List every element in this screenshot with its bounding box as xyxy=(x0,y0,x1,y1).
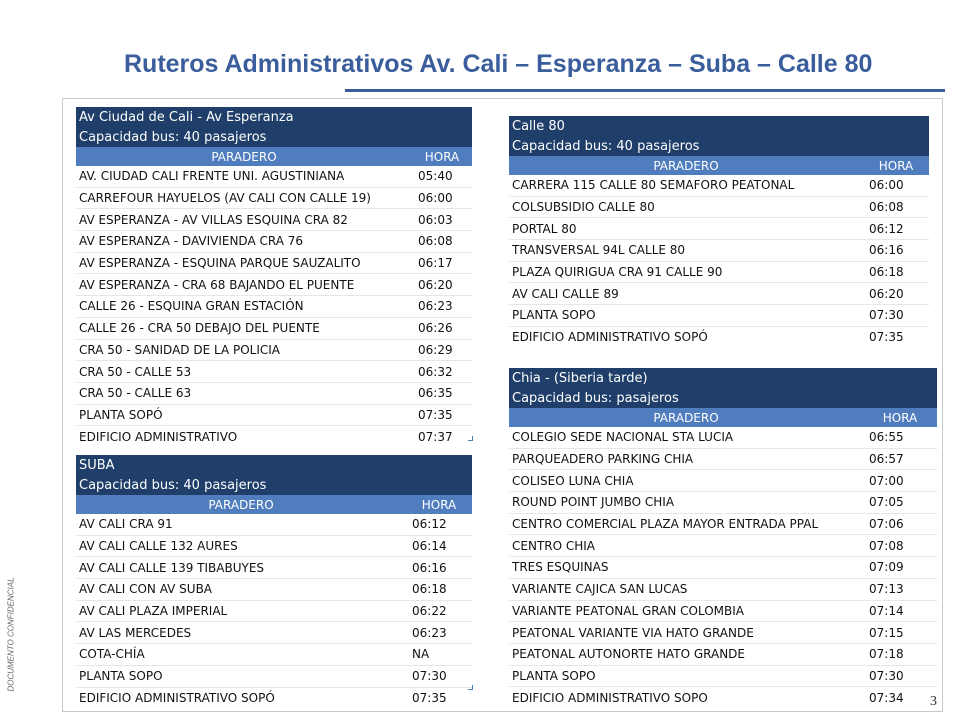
stop-time: 07:09 xyxy=(863,557,937,579)
table-row xyxy=(76,426,472,447)
table-row xyxy=(76,600,472,622)
table-row xyxy=(509,448,937,470)
stop-name: AV CALI CALLE 139 TIBABUYES xyxy=(76,557,406,579)
table-title: Chia - (Siberia tarde) xyxy=(509,368,937,388)
column-header-paradero: PARADERO xyxy=(509,156,863,175)
stop-name: PLANTA SOPO xyxy=(76,665,406,687)
stop-time: 06:00 xyxy=(412,187,472,209)
stop-time: 06:16 xyxy=(406,557,472,579)
stop-name: EDIFICIO ADMINISTRATIVO SOPÓ xyxy=(512,330,708,345)
stop-name: PLANTA SOPO xyxy=(509,665,863,687)
stop-time: 07:08 xyxy=(863,535,937,557)
table-row xyxy=(76,166,472,187)
table-row xyxy=(76,665,472,687)
stop-name: VARIANTE PEATONAL GRAN COLOMBIA xyxy=(509,600,863,622)
table-row xyxy=(509,427,937,448)
stop-name: CRA 50 - CALLE 53 xyxy=(76,361,412,383)
stop-name: PARQUEADERO PARKING CHIA xyxy=(509,448,863,470)
stop-time: 06:18 xyxy=(406,579,472,601)
stop-name: PLANTA SOPÓ xyxy=(76,404,412,426)
stop-time: 06:12 xyxy=(863,218,929,240)
stop-name: VARIANTE CAJICA SAN LUCAS xyxy=(509,578,863,600)
stop-name: EDIFICIO ADMINISTRATIVO SOPÓ xyxy=(79,690,275,705)
stop-name: TRES ESQUINAS xyxy=(509,557,863,579)
confidential-note: DOCUMENTO CONFIDENCIAL xyxy=(6,577,16,692)
stop-name: AV LAS MERCEDES xyxy=(76,622,406,644)
table-capacity: Capacidad bus: 40 pasajeros xyxy=(76,127,472,147)
stop-name: AV ESPERANZA - DAVIVIENDA CRA 76 xyxy=(76,231,412,253)
stop-time: 06:32 xyxy=(412,361,472,383)
table-capacity: Capacidad bus: 40 pasajeros xyxy=(76,475,472,495)
table-title: SUBA xyxy=(76,455,472,475)
column-header-paradero: PARADERO xyxy=(509,408,863,427)
table-row xyxy=(509,600,937,622)
stop-name: COTA-CHÍA xyxy=(76,644,406,666)
stop-name: ROUND POINT JUMBO CHIA xyxy=(509,492,863,514)
stop-time: 07:30 xyxy=(406,665,472,687)
column-header-paradero: PARADERO xyxy=(76,147,412,166)
table-row xyxy=(509,218,929,240)
table-row xyxy=(76,361,472,383)
column-header-paradero: PARADERO xyxy=(76,495,406,514)
stop-time: 07:35 xyxy=(412,690,447,705)
stop-time: 07:05 xyxy=(863,492,937,514)
stop-name: EDIFICIO ADMINISTRATIVO SOPO xyxy=(512,690,708,705)
table-title: Calle 80 xyxy=(509,116,929,136)
stop-name: PORTAL 80 xyxy=(509,218,863,240)
page-number: 3 xyxy=(930,694,937,709)
stop-time: 06:55 xyxy=(863,427,937,448)
column-header-hora: HORA xyxy=(863,156,929,175)
table-row xyxy=(76,382,472,404)
stop-name: AV ESPERANZA - CRA 68 BAJANDO EL PUENTE xyxy=(76,274,412,296)
stop-time: 06:20 xyxy=(412,274,472,296)
table-row xyxy=(76,514,472,535)
slide-title: Ruteros Administrativos Av. Cali – Esperanza – Suba – Calle 80 xyxy=(124,50,873,78)
stop-time: 06:08 xyxy=(863,196,929,218)
stop-name: AV CALI CON AV SUBA xyxy=(76,579,406,601)
table-row xyxy=(509,196,929,218)
table-row xyxy=(509,492,937,514)
table-row xyxy=(509,283,929,305)
stop-name: AV ESPERANZA - ESQUINA PARQUE SAUZALITO xyxy=(76,252,412,274)
stop-time: 07:37 xyxy=(418,429,453,444)
stop-name: CALLE 26 - ESQUINA GRAN ESTACIÓN xyxy=(76,296,412,318)
table-row xyxy=(509,643,937,665)
stop-name: CENTRO CHIA xyxy=(509,535,863,557)
route-table-chia xyxy=(509,368,937,708)
stop-name: PLAZA QUIRIGUA CRA 91 CALLE 90 xyxy=(509,261,863,283)
stop-name: TRANSVERSAL 94L CALLE 80 xyxy=(509,240,863,262)
table-row xyxy=(76,644,472,666)
stop-time: 06:14 xyxy=(406,535,472,557)
table-corner-mark xyxy=(468,436,473,441)
table-row xyxy=(76,209,472,231)
route-table-calle80 xyxy=(509,116,929,348)
stop-name: CENTRO COMERCIAL PLAZA MAYOR ENTRADA PPAL xyxy=(509,513,863,535)
stop-time: 06:17 xyxy=(412,252,472,274)
stop-time: 07:00 xyxy=(863,470,937,492)
table-row xyxy=(509,665,937,687)
stop-time: 07:30 xyxy=(863,305,929,327)
stop-time: 06:00 xyxy=(863,175,929,196)
stop-time: NA xyxy=(406,644,472,666)
table-row xyxy=(76,231,472,253)
table-row xyxy=(76,317,472,339)
stop-name: AV CALI CALLE 132 AURES xyxy=(76,535,406,557)
table-row xyxy=(76,274,472,296)
stop-time: 06:57 xyxy=(863,448,937,470)
stop-time: 07:35 xyxy=(869,330,904,345)
stop-time: 06:23 xyxy=(412,296,472,318)
table-row xyxy=(509,622,937,644)
stop-name: CARRERA 115 CALLE 80 SEMAFORO PEATONAL xyxy=(509,175,863,196)
stop-time: 07:06 xyxy=(863,513,937,535)
title-underline xyxy=(345,89,945,92)
stop-time: 06:20 xyxy=(863,283,929,305)
stop-time: 06:08 xyxy=(412,231,472,253)
table-row xyxy=(76,622,472,644)
stop-time: 06:29 xyxy=(412,339,472,361)
table-row xyxy=(509,557,937,579)
stop-name: CALLE 26 - CRA 50 DEBAJO DEL PUENTE xyxy=(76,317,412,339)
stop-name: CARREFOUR HAYUELOS (AV CALI CON CALLE 19) xyxy=(76,187,412,209)
table-title: Av Ciudad de Cali - Av Esperanza xyxy=(76,107,472,127)
stop-name: PEATONAL AUTONORTE HATO GRANDE xyxy=(509,643,863,665)
table-row xyxy=(76,296,472,318)
stop-time: 06:35 xyxy=(412,382,472,404)
stop-time: 06:26 xyxy=(412,317,472,339)
stop-time: 06:12 xyxy=(406,514,472,535)
stop-time: 06:16 xyxy=(863,240,929,262)
stop-name: AV CALI CRA 91 xyxy=(76,514,406,535)
stop-time: 07:18 xyxy=(863,643,937,665)
column-header-hora: HORA xyxy=(863,408,937,427)
table-row xyxy=(509,535,937,557)
table-row xyxy=(509,240,929,262)
column-header-hora: HORA xyxy=(406,495,472,514)
route-table-cali xyxy=(76,107,472,447)
table-corner-mark xyxy=(468,685,473,690)
table-row xyxy=(76,579,472,601)
stop-name: PEATONAL VARIANTE VIA HATO GRANDE xyxy=(509,622,863,644)
stop-time: 06:18 xyxy=(863,261,929,283)
table-row xyxy=(76,687,472,708)
table-row xyxy=(76,187,472,209)
table-row xyxy=(509,513,937,535)
table-row xyxy=(509,578,937,600)
table-row xyxy=(509,261,929,283)
stop-name: CRA 50 - SANIDAD DE LA POLICIA xyxy=(76,339,412,361)
stop-time: 07:34 xyxy=(869,690,904,705)
table-row xyxy=(76,252,472,274)
table-row xyxy=(76,557,472,579)
table-row xyxy=(76,535,472,557)
table-capacity: Capacidad bus: pasajeros xyxy=(509,388,937,408)
column-header-hora: HORA xyxy=(412,147,472,166)
stop-time: 05:40 xyxy=(412,166,472,187)
stop-name: AV. CIUDAD CALI FRENTE UNI. AGUSTINIANA xyxy=(76,166,412,187)
stop-time: 06:22 xyxy=(406,600,472,622)
stop-name: COLEGIO SEDE NACIONAL STA LUCIA xyxy=(509,427,863,448)
table-row xyxy=(76,404,472,426)
stop-time: 07:35 xyxy=(412,404,472,426)
stop-name: COLSUBSIDIO CALLE 80 xyxy=(509,196,863,218)
table-row xyxy=(509,326,929,347)
stop-time: 06:23 xyxy=(406,622,472,644)
table-row xyxy=(76,339,472,361)
stop-name: EDIFICIO ADMINISTRATIVO xyxy=(79,429,238,444)
table-capacity: Capacidad bus: 40 pasajeros xyxy=(509,136,929,156)
stop-name: PLANTA SOPO xyxy=(509,305,863,327)
stop-name: AV CALI CALLE 89 xyxy=(509,283,863,305)
route-table-suba xyxy=(76,455,472,708)
stop-time: 07:14 xyxy=(863,600,937,622)
table-row xyxy=(509,687,937,708)
table-row xyxy=(509,470,937,492)
stop-name: AV CALI PLAZA IMPERIAL xyxy=(76,600,406,622)
table-row xyxy=(509,175,929,196)
stop-time: 07:13 xyxy=(863,578,937,600)
stop-time: 06:03 xyxy=(412,209,472,231)
stop-time: 07:30 xyxy=(863,665,937,687)
stop-name: CRA 50 - CALLE 63 xyxy=(76,382,412,404)
table-row xyxy=(509,305,929,327)
stop-time: 07:15 xyxy=(863,622,937,644)
stop-name: COLISEO LUNA CHIA xyxy=(509,470,863,492)
stop-name: AV ESPERANZA - AV VILLAS ESQUINA CRA 82 xyxy=(76,209,412,231)
